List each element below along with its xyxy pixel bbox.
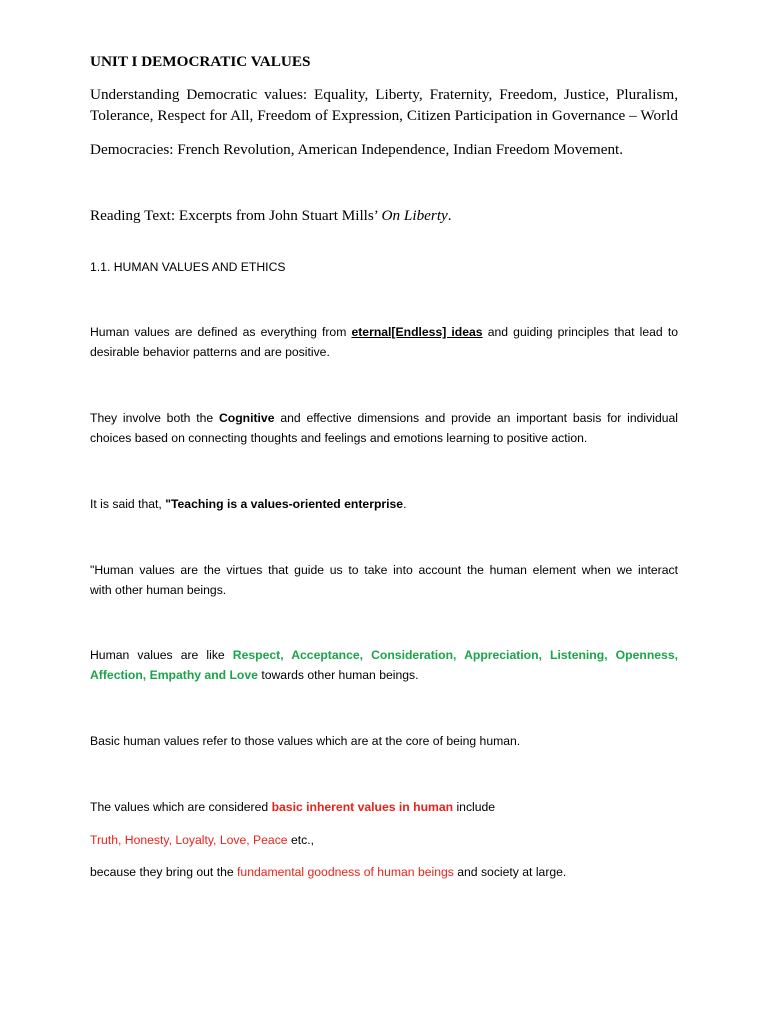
intro-line-2: Tolerance, Respect for All, Freedom of Expression, Citizen Participation in Governance – World bbox=[90, 107, 678, 124]
paragraph-cognitive-line-2: choices based on connecting thoughts and feelings and emotions learning to positive action. bbox=[90, 431, 588, 445]
reading-book-title: On Liberty bbox=[381, 207, 448, 224]
text-span: and effective dimensions and provide an important basis for individual bbox=[274, 411, 678, 425]
text-span: towards other human beings. bbox=[257, 668, 419, 682]
paragraph-virtues-line-1: "Human values are the virtues that guide us to take into account the human element when we interact bbox=[90, 563, 678, 577]
paragraph-value-list bbox=[90, 830, 678, 850]
text-span: The values which are considered bbox=[90, 800, 272, 814]
text-span: and guiding principles that lead to bbox=[482, 325, 678, 339]
paragraph-inherent-values bbox=[90, 797, 678, 817]
paragraph-definition-line-2: desirable behavior patterns and are positive. bbox=[90, 345, 330, 359]
intro-line-1: Understanding Democratic values: Equality, Liberty, Fraternity, Freedom, Justice, Pluralism, bbox=[90, 86, 678, 103]
green-values-list: Respect, Acceptance, Consideration, Appreciation, Listening, Openness, bbox=[232, 648, 678, 662]
paragraph-values-like-line-1 bbox=[90, 645, 678, 665]
emphasis-teaching-quote: "Teaching is a values-oriented enterprise bbox=[165, 497, 404, 511]
text-span: include bbox=[453, 800, 496, 814]
text-span: and society at large. bbox=[453, 865, 567, 879]
intro-line-3: Democracies: French Revolution, American Independence, Indian Freedom Movement. bbox=[90, 141, 624, 158]
reading-suffix: . bbox=[447, 207, 452, 224]
text-span: etc., bbox=[287, 833, 315, 847]
text-span: . bbox=[403, 497, 407, 511]
red-emphasis-goodness: fundamental goodness of human beings bbox=[237, 865, 454, 879]
paragraph-definition-line-1 bbox=[90, 322, 678, 342]
text-span: It is said that, bbox=[90, 497, 166, 511]
green-values-list-cont: Affection, Empathy and Love bbox=[90, 668, 258, 682]
paragraph-teaching bbox=[90, 494, 678, 514]
red-values-list: Truth, Honesty, Loyalty, Love, Peace bbox=[90, 833, 288, 847]
reading-text bbox=[90, 205, 678, 226]
paragraph-virtues-line-2: with other human beings. bbox=[90, 583, 227, 597]
emphasis-cognitive: Cognitive bbox=[218, 411, 275, 425]
document-page bbox=[90, 0, 678, 1024]
paragraph-goodness bbox=[90, 862, 678, 882]
text-span: Human values are defined as everything from bbox=[90, 325, 352, 339]
text-span: They involve both the bbox=[90, 411, 219, 425]
section-heading: 1.1. HUMAN VALUES AND ETHICS bbox=[90, 260, 286, 274]
red-emphasis-inherent: basic inherent values in human bbox=[271, 800, 454, 814]
emphasis-eternal-ideas: eternal[Endless] ideas bbox=[351, 325, 483, 339]
paragraph-cognitive-line-1 bbox=[90, 408, 678, 428]
text-span: Human values are like bbox=[90, 648, 233, 662]
paragraph-values-like-line-2 bbox=[90, 665, 678, 685]
text-span: because they bring out the bbox=[90, 865, 238, 879]
reading-prefix: Reading Text: Excerpts from John Stuart Mills’ bbox=[90, 207, 382, 224]
unit-title: UNIT I DEMOCRATIC VALUES bbox=[90, 53, 311, 70]
paragraph-basic-values: Basic human values refer to those values which are at the core of being human. bbox=[90, 734, 521, 748]
